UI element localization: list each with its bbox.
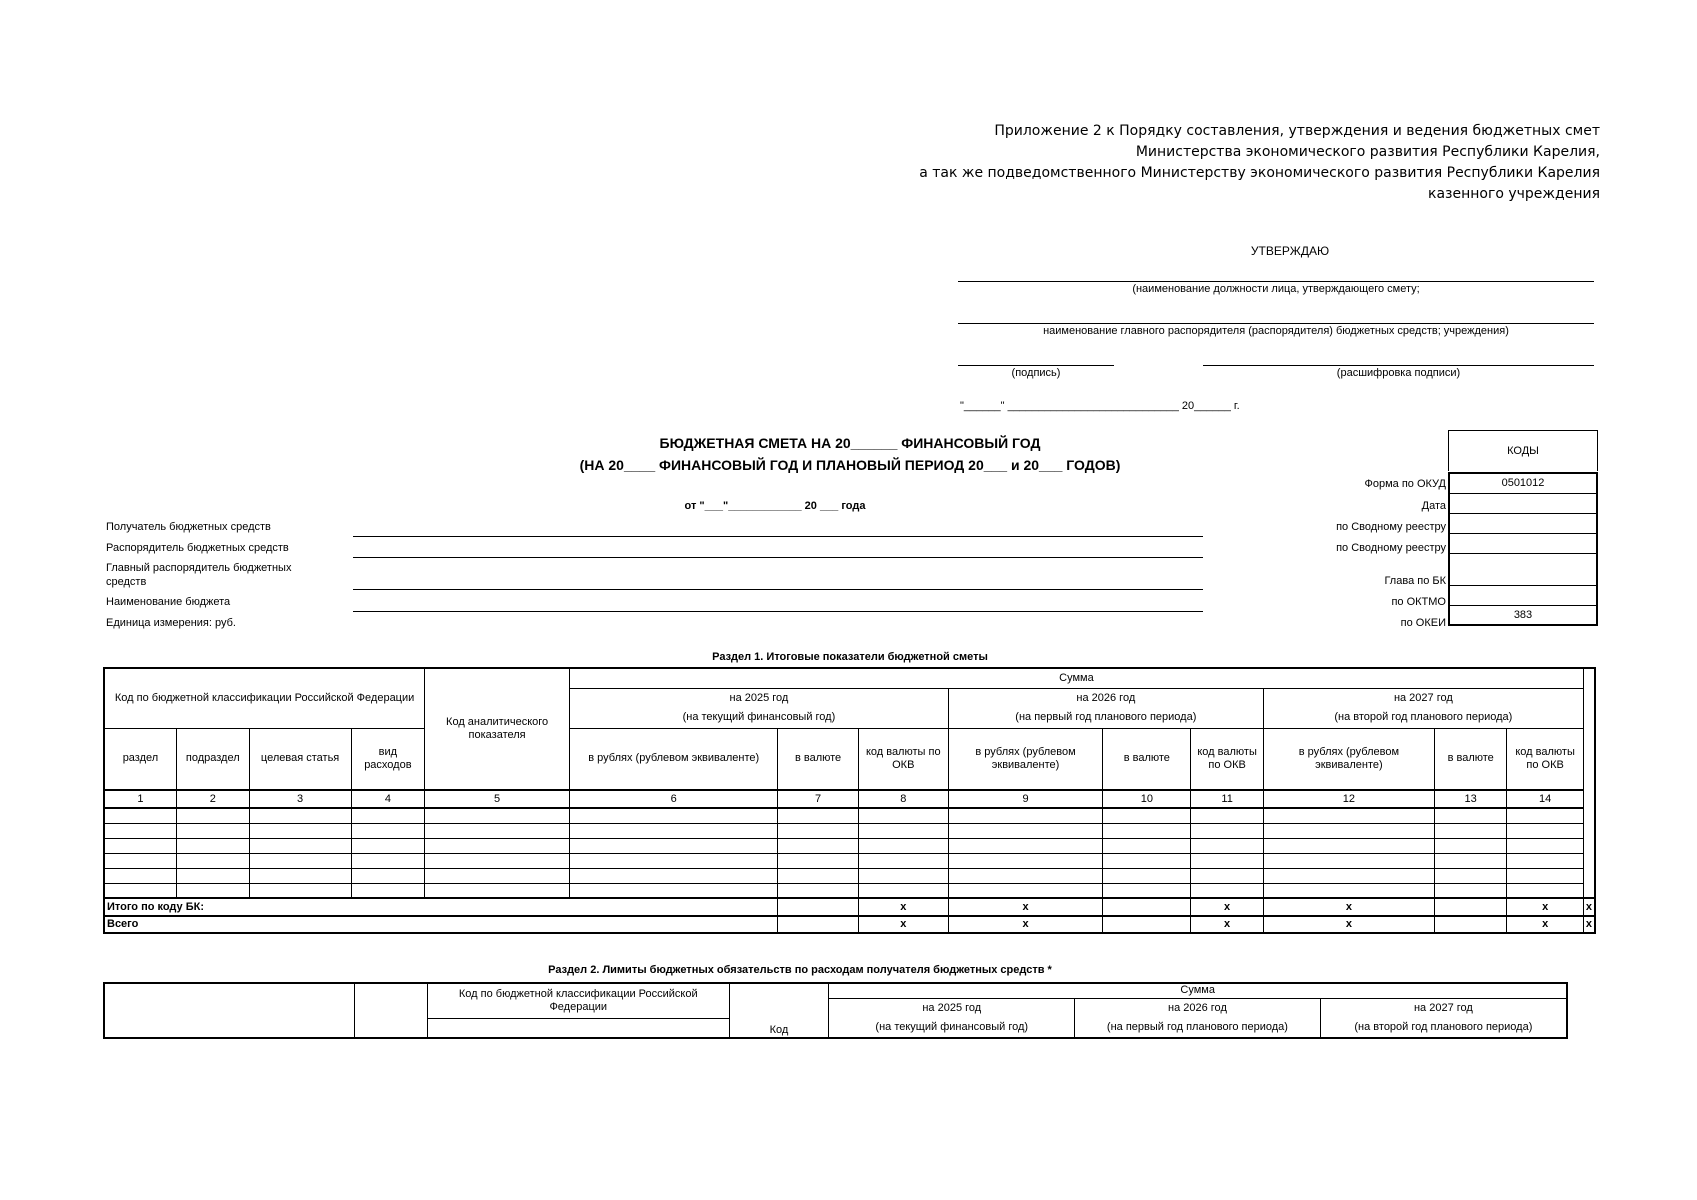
code-value-okud[interactable]: 0501012 <box>1449 473 1597 493</box>
table-row[interactable] <box>104 883 1595 898</box>
col-num: 5 <box>425 790 570 808</box>
code-value-chapter[interactable] <box>1449 553 1597 585</box>
s1-column-numbers <box>104 790 1595 808</box>
table-row[interactable] <box>104 853 1595 868</box>
col-num: 10 <box>1103 790 1191 808</box>
s1-header-val-2026: в валюте <box>1103 728 1191 790</box>
field-recipient-line <box>353 536 1203 537</box>
table-row[interactable] <box>104 808 1595 823</box>
code-label-oktmo: по ОКТМО <box>1391 596 1446 608</box>
s1-header-rub-2027: в рублях (рублевом эквиваленте) <box>1263 728 1434 790</box>
s2-header-row-code <box>355 983 428 1038</box>
x-mark: x <box>1263 916 1434 933</box>
field-manager-line <box>353 557 1203 558</box>
appendix-line: казенного учреждения <box>1428 186 1600 202</box>
decode-caption: (расшифровка подписи) <box>1336 367 1461 379</box>
code-value-oktmo[interactable] <box>1449 585 1597 605</box>
col-num: 14 <box>1507 790 1583 808</box>
section2-clip <box>103 982 1568 1044</box>
s1-header-2026: на 2026 год <box>948 688 1263 708</box>
section2-table <box>103 982 1568 1039</box>
s2-header-2027-sub: (на второй год планового периода) <box>1320 1018 1567 1038</box>
s1-header-2026-sub: (на первый год планового периода) <box>948 708 1263 728</box>
table-row[interactable] <box>104 823 1595 838</box>
s1-header-podrazdel: подраздел <box>176 728 249 790</box>
org-caption: наименование главного распорядителя (распорядителя) бюджетных средств; учреждения) <box>1043 325 1509 337</box>
s1-header-okv-2027: код валюты по ОКВ <box>1507 728 1583 790</box>
x-mark: x <box>1583 898 1595 916</box>
appendix-line: а так же подведомственного Министерству экономического развития Республики Карелия <box>919 165 1600 181</box>
code-value-date[interactable] <box>1449 493 1597 513</box>
s2-header-2026: на 2026 год <box>1075 998 1321 1018</box>
x-mark: x <box>1191 916 1263 933</box>
s2-header-code: Код <box>729 983 829 1038</box>
s1-header-bk: Код по бюджетной классификации Российской Федерации <box>104 668 425 728</box>
org-line <box>958 323 1594 324</box>
col-num: 3 <box>249 790 351 808</box>
field-chief-manager-line <box>353 589 1203 590</box>
s2-header-bk: Код по бюджетной классификации Российской Федерации <box>427 983 729 1018</box>
s1-header-2027: на 2027 год <box>1263 688 1583 708</box>
section1-title: Раздел 1. Итоговые показатели бюджетной сметы <box>712 651 988 663</box>
signature-line <box>958 365 1114 366</box>
s1-header-okv-2025: код валюты по ОКВ <box>858 728 948 790</box>
s1-total-all-row <box>104 916 1595 933</box>
s1-header-val-2025: в валюте <box>778 728 858 790</box>
s2-header-2026-sub: (на первый год планового периода) <box>1075 1018 1321 1038</box>
code-value-registry-1[interactable] <box>1449 513 1597 533</box>
col-num: 4 <box>351 790 425 808</box>
s1-header-okv-2026: код валюты по ОКВ <box>1191 728 1263 790</box>
x-mark: x <box>1263 898 1434 916</box>
s2-header-name <box>104 983 355 1038</box>
code-value-okei[interactable]: 383 <box>1449 605 1597 625</box>
document-subtitle: (НА 20____ ФИНАНСОВЫЙ ГОД И ПЛАНОВЫЙ ПЕРИОД 20___ и 20___ ГОДОВ) <box>579 457 1121 473</box>
col-num: 6 <box>570 790 778 808</box>
s1-header-vid: вид расходов <box>351 728 425 790</box>
s2-header-2027: на 2027 год <box>1320 998 1567 1018</box>
code-label-chapter: Глава по БК <box>1384 575 1446 587</box>
s1-header-sum: Сумма <box>570 668 1584 688</box>
appendix-note <box>900 121 1600 205</box>
x-mark: x <box>948 898 1102 916</box>
x-mark: x <box>1191 898 1263 916</box>
s1-header-val-2027: в валюте <box>1434 728 1506 790</box>
section2-title: Раздел 2. Лимиты бюджетных обязательств по расходам получателя бюджетных средств * <box>548 964 1052 976</box>
code-label-okud: Форма по ОКУД <box>1364 478 1446 490</box>
field-recipient: Получатель бюджетных средств <box>106 521 271 533</box>
decode-line <box>1203 365 1594 366</box>
s1-header-2025-sub: (на текущий финансовый год) <box>570 708 949 728</box>
x-mark: x <box>948 916 1102 933</box>
table-row[interactable] <box>104 838 1595 853</box>
codes-heading: КОДЫ <box>1448 430 1598 471</box>
s1-total-all-label: Всего <box>104 916 778 933</box>
s1-header-rub-2026: в рублях (рублевом эквиваленте) <box>948 728 1102 790</box>
code-label-registry-1: по Сводному реестру <box>1336 521 1446 533</box>
x-mark: x <box>1583 916 1595 933</box>
col-num: 7 <box>778 790 858 808</box>
signature-caption: (подпись) <box>1011 367 1061 379</box>
appendix-line: Министерства экономического развития Республики Карелия, <box>1135 144 1600 160</box>
s1-header-rub-2025: в рублях (рублевом эквиваленте) <box>570 728 778 790</box>
x-mark: x <box>858 916 948 933</box>
s1-header-2027-sub: (на второй год планового периода) <box>1263 708 1583 728</box>
col-num: 9 <box>948 790 1102 808</box>
field-unit: Единица измерения: руб. <box>106 617 236 629</box>
field-budget-name-line <box>353 611 1203 612</box>
col-num: 2 <box>176 790 249 808</box>
codes-table <box>1448 472 1598 626</box>
s1-header-cel: целевая статья <box>249 728 351 790</box>
col-num: 1 <box>104 790 176 808</box>
field-chief-manager: Главный распорядитель бюджетных средств <box>106 562 292 588</box>
col-num: 11 <box>1191 790 1263 808</box>
s1-total-bk-row <box>104 898 1595 916</box>
approval-heading: УТВЕРЖДАЮ <box>1250 244 1330 258</box>
s1-header-razdel: раздел <box>104 728 176 790</box>
s2-header-bk-sub <box>427 1018 729 1038</box>
code-label-registry-2: по Сводному реестру <box>1336 542 1446 554</box>
col-num: 12 <box>1263 790 1434 808</box>
col-num: 13 <box>1434 790 1506 808</box>
document-title: БЮДЖЕТНАЯ СМЕТА НА 20______ ФИНАНСОВЫЙ ГОД <box>659 435 1041 451</box>
field-manager: Распорядитель бюджетных средств <box>106 542 289 554</box>
x-mark: x <box>858 898 948 916</box>
s1-header-2025: на 2025 год <box>570 688 949 708</box>
s1-total-bk-label: Итого по коду БК: <box>104 898 778 916</box>
table-row[interactable] <box>104 868 1595 883</box>
x-mark: x <box>1507 898 1583 916</box>
code-label-date: Дата <box>1421 500 1446 512</box>
s2-header-2025: на 2025 год <box>829 998 1075 1018</box>
s2-header-2025-sub: (на текущий финансовый год) <box>829 1018 1075 1038</box>
section1-table <box>103 667 1596 934</box>
s2-header-sum: Сумма <box>829 983 1567 998</box>
x-mark: x <box>1507 916 1583 933</box>
position-line <box>958 281 1594 282</box>
code-label-okei: по ОКЕИ <box>1400 617 1446 629</box>
s1-header-analytic: Код аналитического показателя <box>425 668 570 790</box>
position-caption: (наименование должности лица, утверждающего смету; <box>1132 283 1420 295</box>
code-value-registry-2[interactable] <box>1449 533 1597 553</box>
field-budget-name: Наименование бюджета <box>106 596 231 608</box>
col-num: 8 <box>858 790 948 808</box>
document-date: от "___"____________ 20 ___ года <box>684 500 866 512</box>
approval-date: "______" ____________________________ 20______ г. <box>960 400 1240 412</box>
appendix-line: Приложение 2 к Порядку составления, утверждения и ведения бюджетных смет <box>994 123 1600 139</box>
